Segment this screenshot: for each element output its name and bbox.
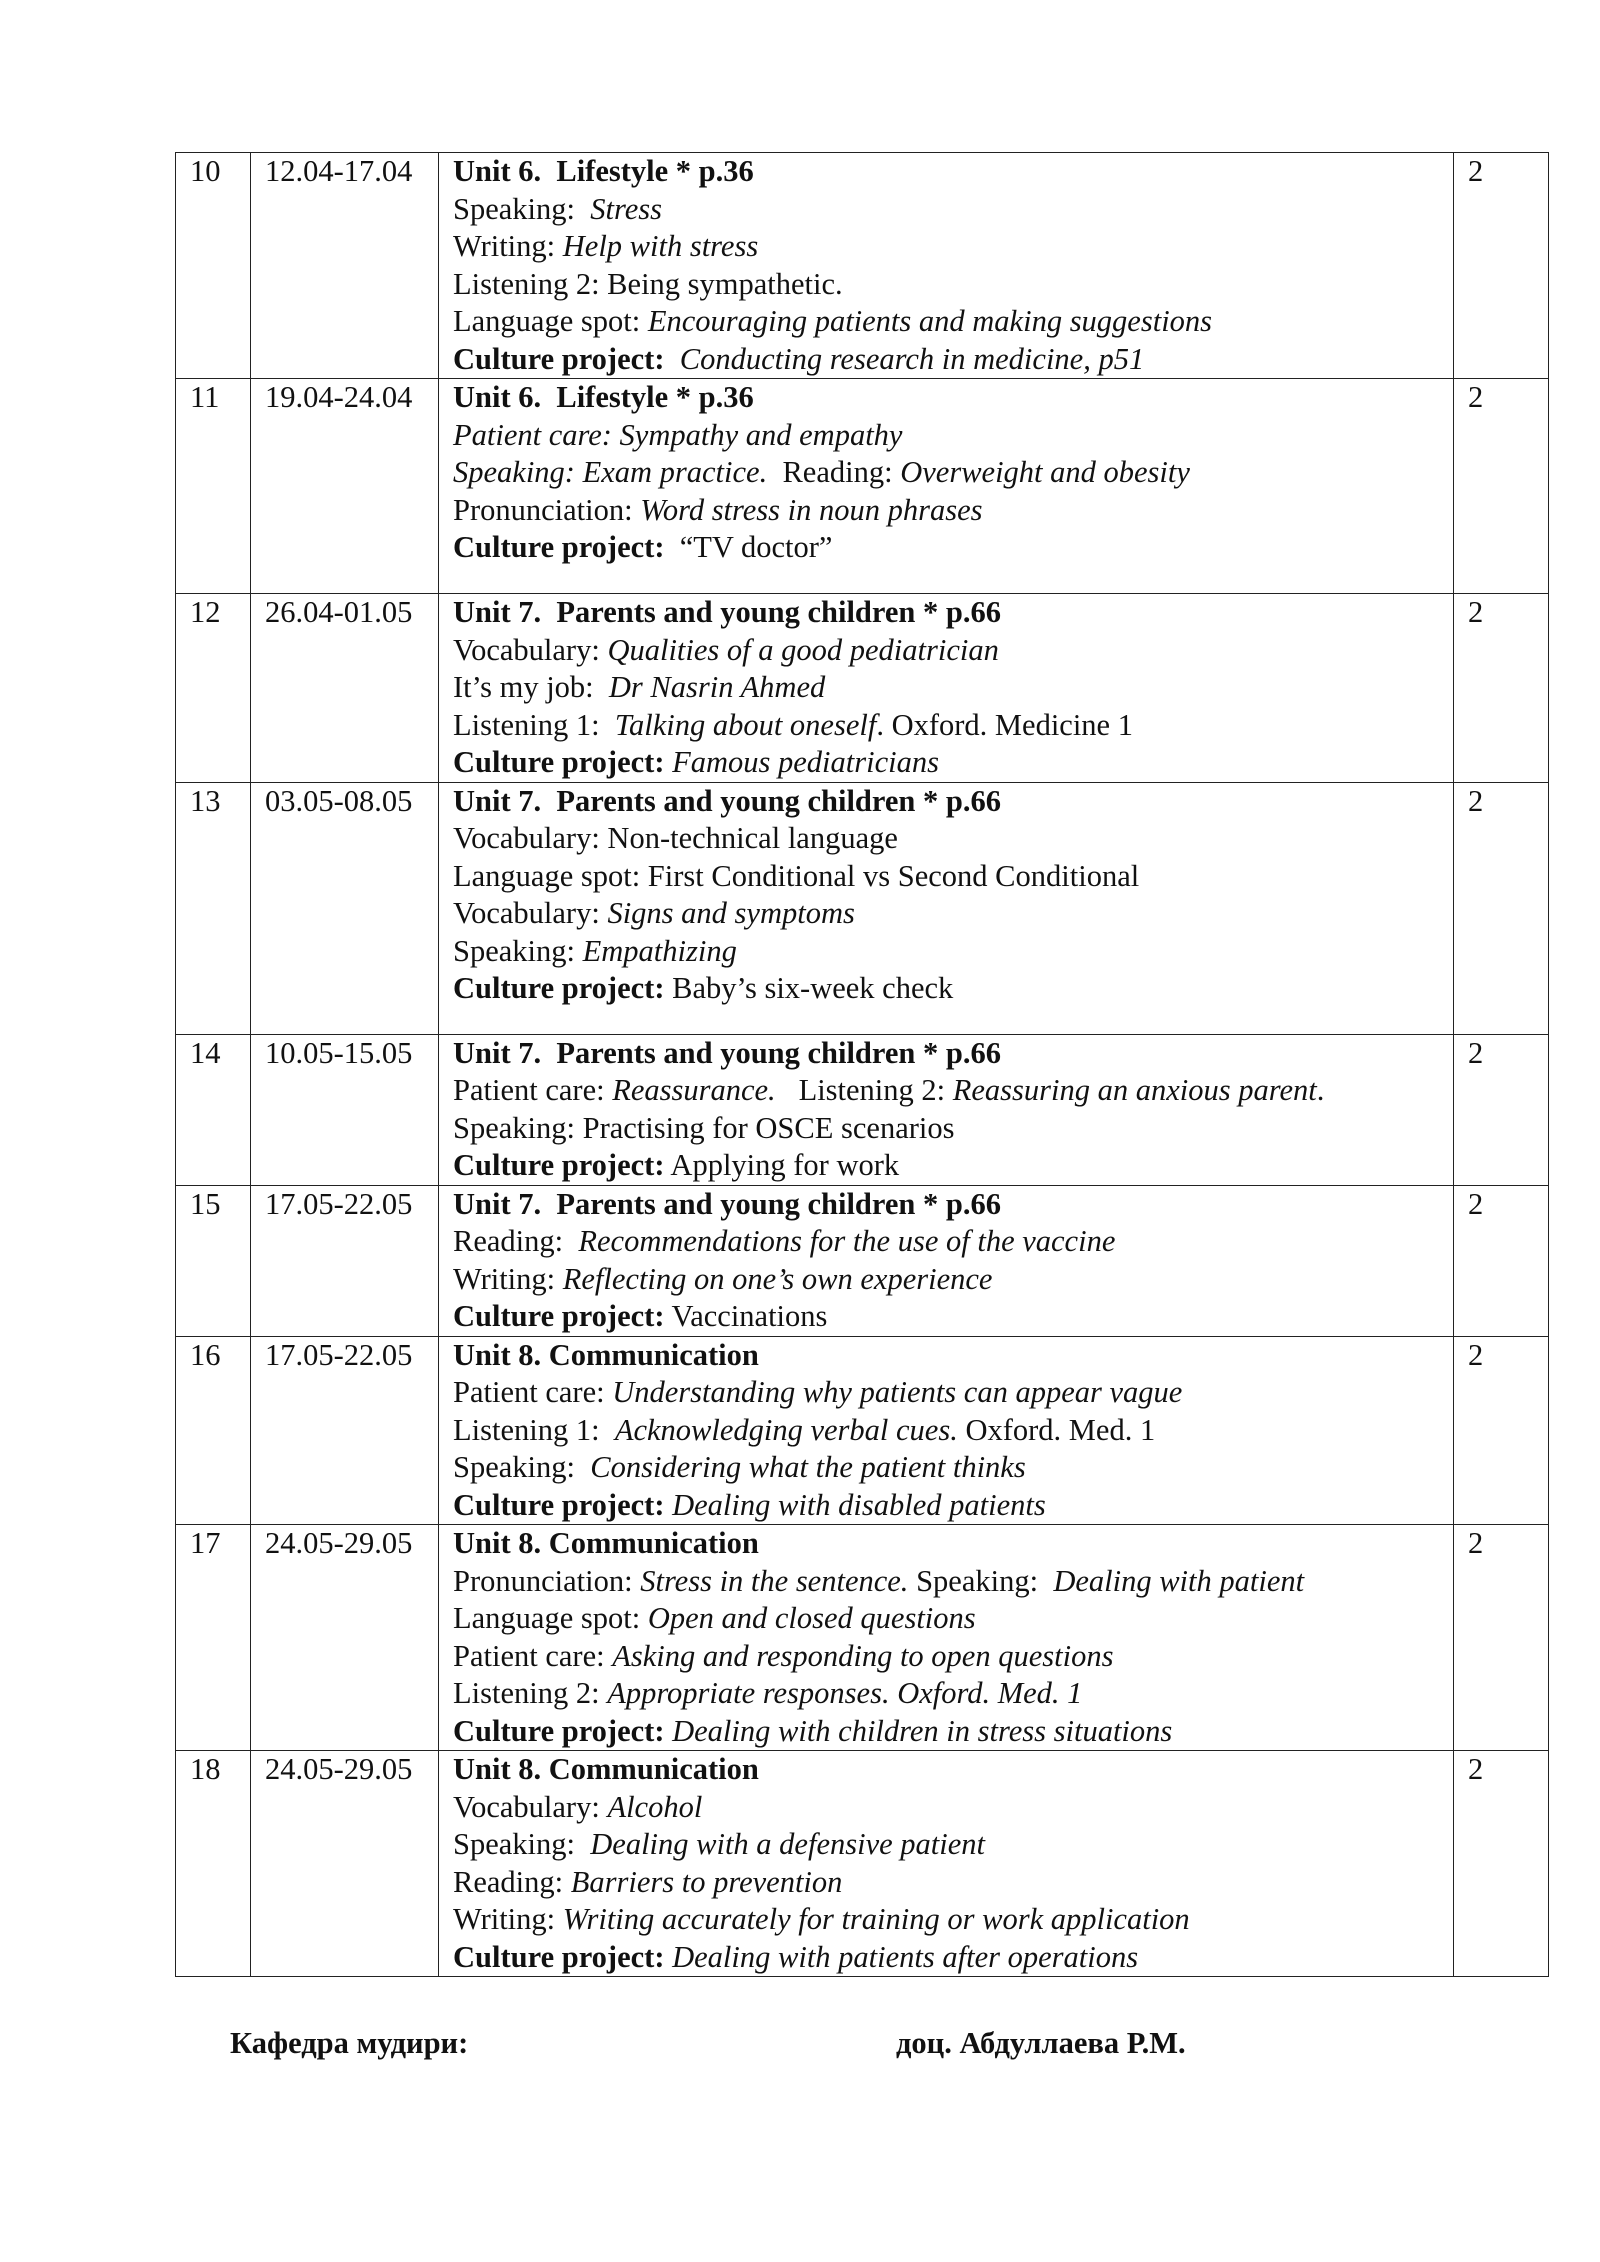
plain-text: Listening 1: <box>453 1412 615 1447</box>
topic-line <box>453 1298 1453 1336</box>
topic-line <box>453 492 1453 530</box>
schedule-table <box>175 152 1549 1977</box>
lesson-dates: 17.05-22.05 <box>251 1336 439 1525</box>
italic-text: Empathizing <box>582 933 737 968</box>
italic-text: Barriers to prevention <box>570 1864 843 1899</box>
plain-text: Speaking: <box>453 191 591 226</box>
plain-text <box>664 1488 672 1522</box>
plain-text <box>664 1714 672 1748</box>
italic-text: Recommendations for the use of the vaccine <box>578 1224 1116 1258</box>
bold-text: Unit 8. Communication <box>453 1526 759 1560</box>
topic-line <box>453 1563 1453 1601</box>
topic-line <box>453 1223 1453 1261</box>
lesson-topics <box>439 153 1454 379</box>
italic-text: Stress <box>590 191 662 226</box>
bold-text: Unit 7. Parents and young children * p.66 <box>453 595 1001 629</box>
topic-line <box>453 744 1453 782</box>
plain-text: Language spot: <box>453 304 648 338</box>
plain-text: Listening 2: Being sympathetic. <box>453 266 843 301</box>
italic-text: Famous pediatricians <box>672 745 939 779</box>
italic-text: Stress in the sentence. <box>640 1563 909 1598</box>
italic-text: Qualities of a good pediatrician <box>607 632 999 667</box>
topic-line <box>453 1449 1453 1487</box>
lesson-hours: 2 <box>1454 153 1549 379</box>
bold-text: Unit 7. Parents and young children * p.66 <box>453 783 1001 818</box>
topic-line <box>453 191 1453 229</box>
topic-line <box>453 1261 1453 1299</box>
plain-text: Listening 1: <box>453 707 615 742</box>
unit-heading <box>453 379 1453 417</box>
plain-text: Oxford. Med. 1 <box>957 1412 1156 1447</box>
lesson-number: 18 <box>176 1751 251 1977</box>
bold-text: Culture project: <box>453 971 665 1005</box>
lesson-dates: 12.04-17.04 <box>251 153 439 379</box>
bold-text: Unit 7. Parents and young children * p.66 <box>453 1035 1001 1070</box>
topic-line <box>453 1374 1453 1412</box>
schedule-table-body <box>176 153 1549 1977</box>
italic-text: Acknowledging verbal cues. <box>614 1412 958 1447</box>
plain-text: It’s my job: <box>453 670 609 704</box>
italic-text: Help with stress <box>562 229 759 263</box>
lesson-topics <box>439 379 1454 594</box>
topic-line <box>453 1901 1453 1939</box>
plain-text: Vocabulary: Non-technical language <box>453 821 898 855</box>
bold-text: Culture project: <box>453 1299 665 1333</box>
bold-text: Culture project: <box>453 1939 665 1974</box>
bold-text: Culture project: <box>453 341 665 376</box>
lesson-dates: 03.05-08.05 <box>251 782 439 1034</box>
plain-text: Pronunciation: <box>453 492 641 527</box>
bold-text: Culture project: <box>453 1713 665 1748</box>
schedule-row <box>176 594 1549 783</box>
unit-heading <box>453 1525 1453 1563</box>
plain-text: Language spot: <box>453 1601 648 1635</box>
lesson-hours: 2 <box>1454 1185 1549 1336</box>
topic-line <box>453 1110 1453 1148</box>
bold-text: Unit 6. Lifestyle * p.36 <box>453 380 754 414</box>
italic-text: Dealing with patients after operations <box>672 1939 1139 1974</box>
plain-text: Applying for work <box>664 1148 900 1182</box>
topic-line <box>453 1487 1453 1525</box>
lesson-dates: 26.04-01.05 <box>251 594 439 783</box>
lesson-number: 12 <box>176 594 251 783</box>
plain-text <box>664 745 672 779</box>
lesson-topics <box>439 782 1454 1034</box>
schedule-row <box>176 782 1549 1034</box>
plain-text: Writing: <box>453 1902 563 1936</box>
plain-text: Reading: <box>453 1864 571 1899</box>
plain-text <box>664 342 679 376</box>
topic-line <box>453 454 1453 492</box>
italic-text: Dealing with patient <box>1053 1563 1305 1598</box>
italic-text: Patient care: Sympathy and empathy <box>453 417 903 452</box>
plain-text: Language spot: First Conditional vs Second Conditional <box>453 858 1140 893</box>
plain-text: Patient care: <box>453 1073 613 1107</box>
schedule-row <box>176 1751 1549 1977</box>
plain-text: Speaking: Practising for OSCE scenarios <box>453 1110 955 1145</box>
lesson-dates: 19.04-24.04 <box>251 379 439 594</box>
italic-text: Dealing with a defensive patient <box>590 1827 985 1861</box>
italic-text: Dealing with children in stress situations <box>672 1713 1173 1748</box>
lesson-topics <box>439 1336 1454 1525</box>
unit-heading <box>453 1186 1453 1224</box>
lesson-hours: 2 <box>1454 1751 1549 1977</box>
lesson-hours: 2 <box>1454 1336 1549 1525</box>
topic-line <box>453 1826 1453 1864</box>
lesson-topics <box>439 1525 1454 1751</box>
topic-line <box>453 1412 1453 1450</box>
lesson-dates: 24.05-29.05 <box>251 1525 439 1751</box>
bold-text: Unit 7. Parents and young children * p.66 <box>453 1186 1001 1221</box>
topic-line <box>453 529 1453 567</box>
italic-text: Reflecting on one’s own experience <box>562 1261 993 1296</box>
schedule-row <box>176 1336 1549 1525</box>
italic-text: Reassurance. <box>612 1073 776 1107</box>
lesson-dates: 17.05-22.05 <box>251 1185 439 1336</box>
plain-text: Speaking: <box>453 1827 591 1861</box>
lesson-number: 14 <box>176 1034 251 1185</box>
plain-text: Patient care: <box>453 1638 613 1673</box>
lesson-hours: 2 <box>1454 379 1549 594</box>
topic-line <box>453 266 1453 304</box>
italic-text: Dr Nasrin Ahmed <box>608 670 826 704</box>
bold-text: Unit 6. Lifestyle * p.36 <box>453 154 754 188</box>
topic-line <box>453 632 1453 670</box>
plain-text: Vaccinations <box>664 1299 828 1333</box>
lesson-number: 16 <box>176 1336 251 1525</box>
plain-text: Vocabulary: <box>453 896 608 930</box>
plain-text: Listening 2: <box>775 1073 953 1107</box>
plain-text: Pronunciation: <box>453 1563 641 1598</box>
italic-text: Writing accurately for training or work application <box>562 1902 1190 1936</box>
schedule-row <box>176 153 1549 379</box>
topic-line <box>453 707 1453 745</box>
plain-text: Speaking: <box>908 1563 1054 1598</box>
italic-text: Encouraging patients and making suggestions <box>647 304 1213 338</box>
italic-text: Appropriate responses. Oxford. Med. 1 <box>607 1676 1083 1710</box>
bold-text: Unit 8. Communication <box>453 1752 759 1786</box>
lesson-number: 17 <box>176 1525 251 1751</box>
lesson-number: 13 <box>176 782 251 1034</box>
schedule-row <box>176 379 1549 594</box>
bold-text: Culture project: <box>453 745 665 779</box>
lesson-topics <box>439 594 1454 783</box>
italic-text: Alcohol <box>607 1789 703 1824</box>
italic-text: Signs and symptoms <box>607 896 855 930</box>
unit-heading <box>453 1337 1453 1375</box>
bold-text: Culture project: <box>453 530 665 564</box>
plain-text: Vocabulary: <box>453 1789 608 1824</box>
plain-text: Patient care: <box>453 1375 613 1409</box>
plain-text: Speaking: <box>453 933 583 968</box>
plain-text: Writing: <box>453 229 563 263</box>
plain-text: Reading: <box>767 455 901 489</box>
topic-line <box>453 1675 1453 1713</box>
topic-line <box>453 1789 1453 1827</box>
italic-text: Conducting research in medicine, p51 <box>679 341 1145 376</box>
topic-line <box>453 228 1453 266</box>
department-head-name: доц. Абдуллаева Р.М. <box>896 2026 1186 2060</box>
topic-line <box>453 1713 1453 1751</box>
unit-heading <box>453 783 1453 821</box>
lesson-number: 15 <box>176 1185 251 1336</box>
italic-text: Talking about oneself <box>614 707 877 742</box>
italic-text: Open and closed questions <box>647 1601 976 1635</box>
italic-text: Considering what the patient thinks <box>590 1450 1026 1484</box>
plain-text: Listening 2: <box>453 1676 608 1710</box>
topic-line <box>453 970 1453 1008</box>
schedule-row <box>176 1185 1549 1336</box>
lesson-number: 10 <box>176 153 251 379</box>
topic-line <box>453 1638 1453 1676</box>
lesson-number: 11 <box>176 379 251 594</box>
italic-text: Word stress in noun phrases <box>640 492 983 527</box>
lesson-hours: 2 <box>1454 594 1549 783</box>
italic-text: Reassuring an anxious parent <box>952 1073 1317 1107</box>
department-head-label: Кафедра мудири: <box>230 2026 469 2060</box>
lesson-dates: 24.05-29.05 <box>251 1751 439 1977</box>
lesson-dates: 10.05-15.05 <box>251 1034 439 1185</box>
topic-line <box>453 417 1453 455</box>
schedule-row <box>176 1034 1549 1185</box>
topic-line <box>453 895 1453 933</box>
lesson-hours: 2 <box>1454 1034 1549 1185</box>
topic-line <box>453 303 1453 341</box>
italic-text: Understanding why patients can appear vague <box>612 1375 1183 1409</box>
schedule-row <box>176 1525 1549 1751</box>
bold-text: Culture project: <box>453 1487 665 1522</box>
unit-heading <box>453 1751 1453 1789</box>
italic-text: Dealing with disabled patients <box>672 1487 1046 1522</box>
bold-text: Unit 8. Communication <box>453 1337 759 1372</box>
plain-text <box>664 1940 672 1974</box>
topic-line <box>453 820 1453 858</box>
lesson-topics <box>439 1751 1454 1977</box>
unit-heading <box>453 1035 1453 1073</box>
topic-line <box>453 341 1453 379</box>
plain-text: Vocabulary: <box>453 632 608 667</box>
unit-heading <box>453 594 1453 632</box>
italic-text: Asking and responding to open questions <box>612 1638 1114 1673</box>
bold-text: Culture project: <box>453 1148 665 1182</box>
plain-text: Writing: <box>453 1261 563 1296</box>
topic-line <box>453 933 1453 971</box>
topic-line <box>453 1864 1453 1902</box>
lesson-hours: 2 <box>1454 782 1549 1034</box>
topic-line <box>453 858 1453 896</box>
topic-line <box>453 669 1453 707</box>
topic-line <box>453 1147 1453 1185</box>
lesson-topics <box>439 1185 1454 1336</box>
topic-line <box>453 1939 1453 1977</box>
plain-text: Reading: <box>453 1224 579 1258</box>
plain-text: . Oxford. Medicine 1 <box>876 707 1133 742</box>
topic-line <box>453 1072 1453 1110</box>
plain-text: Baby’s six-week check <box>664 971 954 1005</box>
lesson-hours: 2 <box>1454 1525 1549 1751</box>
topic-line <box>453 1600 1453 1638</box>
plain-text: “TV doctor” <box>664 530 833 564</box>
italic-text: Speaking: Exam practice. <box>453 455 768 489</box>
plain-text: . <box>1316 1073 1325 1107</box>
italic-text: Overweight and obesity <box>900 455 1190 489</box>
lesson-topics <box>439 1034 1454 1185</box>
plain-text: Speaking: <box>453 1450 591 1484</box>
unit-heading <box>453 153 1453 191</box>
